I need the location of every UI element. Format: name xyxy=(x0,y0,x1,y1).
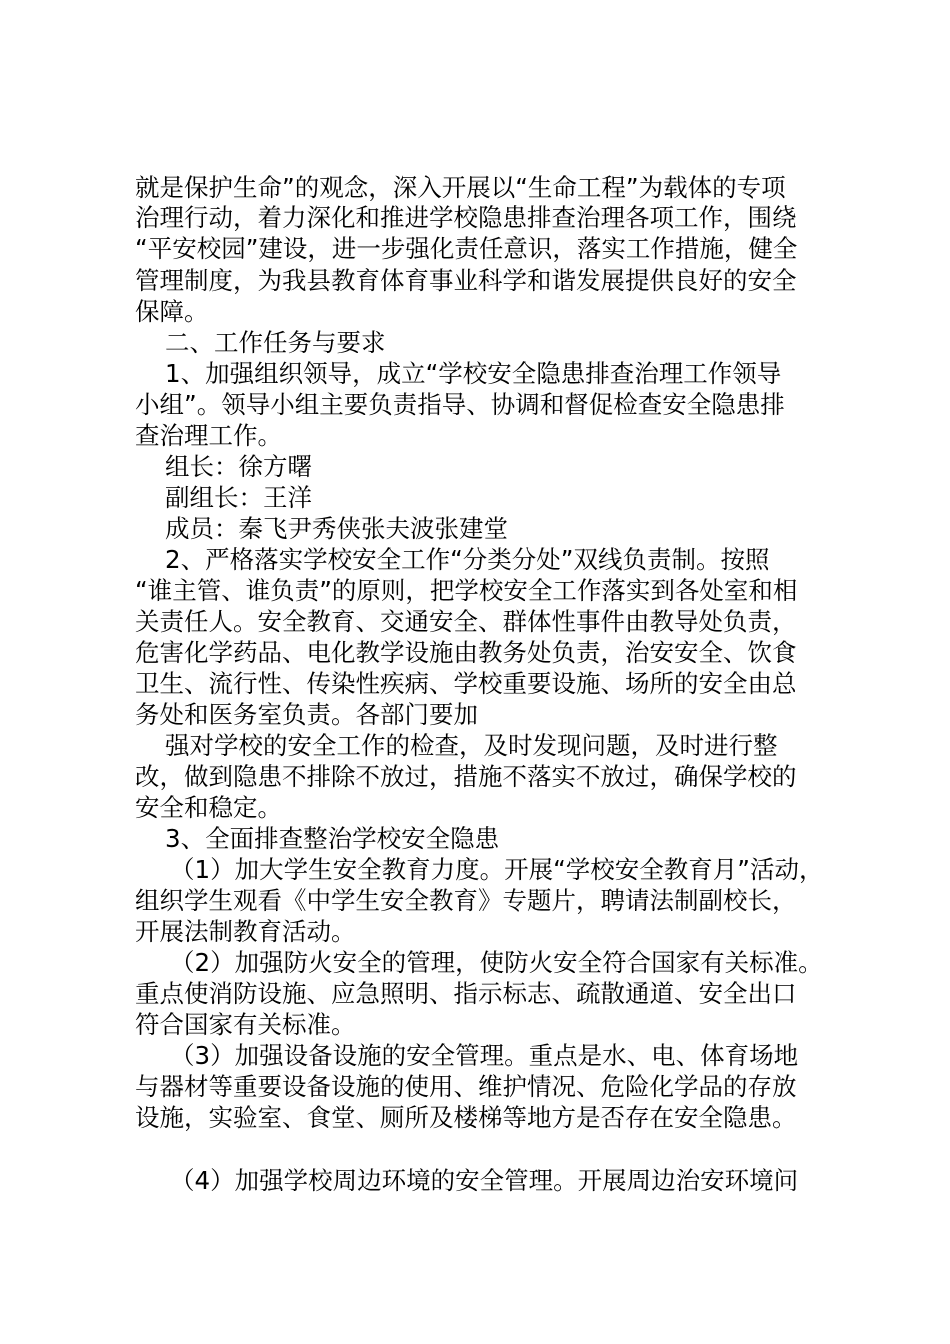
text-line: 卫生、流行性、传染性疾病、学校重要设施、场所的安全由总 xyxy=(135,669,797,698)
text-line: （4）加强学校周边环境的安全管理。开展周边治安环境问 xyxy=(170,1166,799,1195)
text-line: 组织学生观看《中学生安全教育》专题片，聘请法制副校长， xyxy=(135,886,797,915)
text-line: 管理制度，为我县教育体育事业科学和谐发展提供良好的安全 xyxy=(135,266,797,295)
text-line: （2）加强防火安全的管理，使防火安全符合国家有关标准。 xyxy=(170,948,823,977)
text-line: 改，做到隐患不排除不放过，措施不落实不放过，确保学校的 xyxy=(135,762,797,791)
text-line: 重点使消防设施、应急照明、指示标志、疏散通道、安全出口 xyxy=(135,979,797,1008)
text-line: 关责任人。安全教育、交通安全、群体性事件由教导处负责， xyxy=(135,607,797,636)
text-line: 小组”。领导小组主要负责指导、协调和督促检查安全隐患排 xyxy=(135,390,785,419)
text-line: （3）加强设备设施的安全管理。重点是水、电、体育场地 xyxy=(170,1041,799,1070)
text-line: 就是保护生命”的观念，深入开展以“生命工程”为载体的专项 xyxy=(135,173,786,202)
text-line: 2、严格落实学校安全工作“分类分处”双线负责制。按照 xyxy=(165,545,770,574)
text-line: 危害化学药品、电化教学设施由教务处负责，治安安全、饮食 xyxy=(135,638,797,667)
text-line: 开展法制教育活动。 xyxy=(135,917,356,946)
text-line: “平安校园”建设，进一步强化责任意识，落实工作措施，健全 xyxy=(135,234,798,263)
text-line: 副组长：王洋 xyxy=(165,483,312,512)
text-line: “谁主管、谁负责”的原则，把学校安全工作落实到各处室和相 xyxy=(135,576,798,605)
text-line: 组长：徐方曙 xyxy=(165,452,312,481)
text-line: 设施，实验室、食堂、厕所及楼梯等地方是否存在安全隐患。 xyxy=(135,1103,797,1132)
text-line: 符合国家有关标准。 xyxy=(135,1010,356,1039)
text-line: 治理行动，着力深化和推进学校隐患排查治理各项工作，围绕 xyxy=(135,203,797,232)
text-line: 3、全面排查整治学校安全隐患 xyxy=(165,824,500,853)
text-line: 1、加强组织领导，成立“学校安全隐患排查治理工作领导 xyxy=(165,359,782,388)
text-line: 强对学校的安全工作的检查，及时发现问题，及时进行整 xyxy=(165,731,778,760)
section-heading: 二、工作任务与要求 xyxy=(165,328,386,357)
text-line: 与器材等重要设备设施的使用、维护情况、危险化学品的存放 xyxy=(135,1072,797,1101)
text-line: （1）加大学生安全教育力度。开展“学校安全教育月”活动， xyxy=(170,855,824,884)
text-line: 保障。 xyxy=(135,297,209,326)
text-line: 查治理工作。 xyxy=(135,421,282,450)
text-line: 务处和医务室负责。各部门要加 xyxy=(135,700,478,729)
text-line: 成员：秦飞尹秀侠张夫波张建堂 xyxy=(165,514,508,543)
text-line: 安全和稳定。 xyxy=(135,793,282,822)
